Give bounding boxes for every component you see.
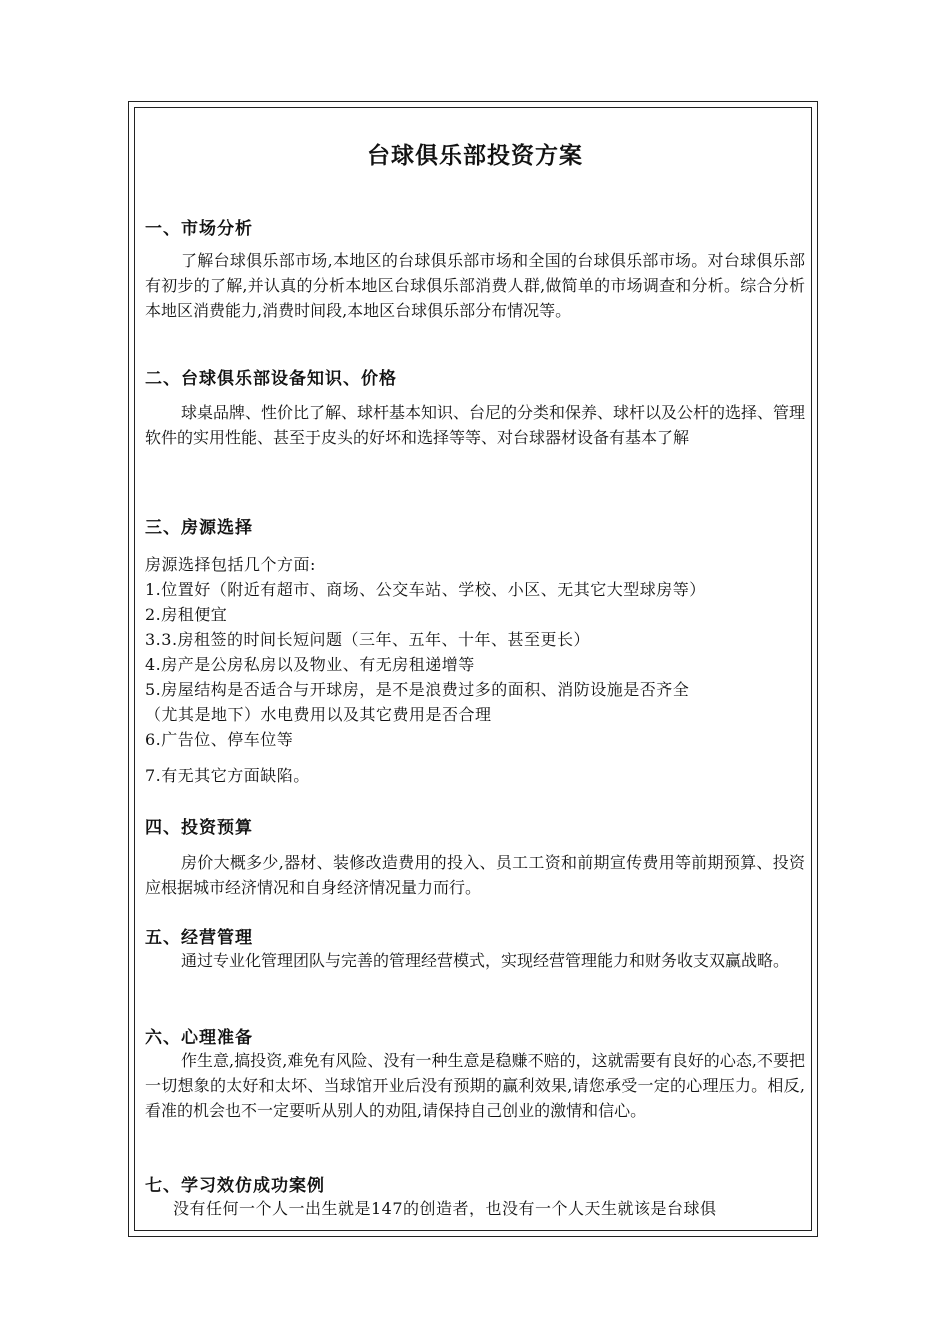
venue-selection-item: 7.有无其它方面缺陷。 (145, 766, 310, 785)
venue-selection-item: 4.房产是公房私房以及物业、有无房租递增等 (145, 655, 475, 674)
venue-selection-item: 5.房屋结构是否适合与开球房，是不是浪费过多的面积、消防设施是否齐全 (145, 680, 690, 699)
section-heading-market-analysis: 一、市场分析 (145, 219, 253, 239)
venue-selection-item: （尤其是地下）水电费用以及其它费用是否合理 (145, 705, 492, 724)
venue-selection-item: 6.广告位、停车位等 (145, 730, 294, 749)
section-text-mental-preparation: 作生意,搞投资,难免有风险、没有一种生意是稳赚不赔的，这就需要有良好的心态,不要把一切想象的太好和太坏、当球馆开业后没有预期的赢利效果,请您承受一定的心理压力。相反,看准的机会也不一定要听从别人的劝阻,请保持自己创业的激情和信心。 (145, 1051, 805, 1120)
section-text-equipment: 球桌品牌、性价比了解、球杆基本知识、台尼的分类和保养、球杆以及公杆的选择、管理软件的实用性能、甚至于皮头的好坏和选择等等、对台球器材设备有基本了解 (145, 403, 805, 447)
section-heading-investment-budget: 四、投资预算 (145, 818, 253, 838)
section-text-case-study: 没有任何一个人一出生就是147的创造者，也没有一个人天生就该是台球俱 (173, 1199, 717, 1217)
section-text-operations: 通过专业化管理团队与完善的管理经营模式，实现经营管理能力和财务收支双赢战略。 (181, 951, 790, 970)
section-heading-mental-preparation: 六、心理准备 (145, 1028, 253, 1048)
document-title: 台球俱乐部投资方案 (367, 143, 583, 169)
section-heading-venue-selection: 三、房源选择 (145, 518, 253, 538)
section-heading-equipment: 二、台球俱乐部设备知识、价格 (145, 369, 397, 389)
section-heading-case-study: 七、学习效仿成功案例 (145, 1176, 325, 1196)
venue-selection-item: 3.3.房租签的时间长短问题（三年、五年、十年、甚至更长） (145, 630, 591, 649)
venue-selection-item: 1.位置好（附近有超市、商场、公交车站、学校、小区、无其它大型球房等） (145, 580, 706, 599)
section-heading-operations: 五、经营管理 (145, 928, 253, 948)
section-text-market-analysis: 了解台球俱乐部市场,本地区的台球俱乐部市场和全国的台球俱乐部市场。对台球俱乐部有初步的了解,并认真的分析本地区台球俱乐部消费人群,做简单的市场调查和分析。综合分析本地区消费能力,消费时间段,本地区台球俱乐部分布情况等。 (145, 251, 805, 320)
venue-selection-item: 2.房租便宜 (145, 605, 228, 624)
document-content (145, 107, 805, 1217)
section-text-investment-budget: 房价大概多少,器材、装修改造费用的投入、员工工资和前期宣传费用等前期预算、投资应根据城市经济情况和自身经济情况量力而行。 (145, 853, 805, 897)
venue-selection-intro: 房源选择包括几个方面: (145, 555, 316, 574)
